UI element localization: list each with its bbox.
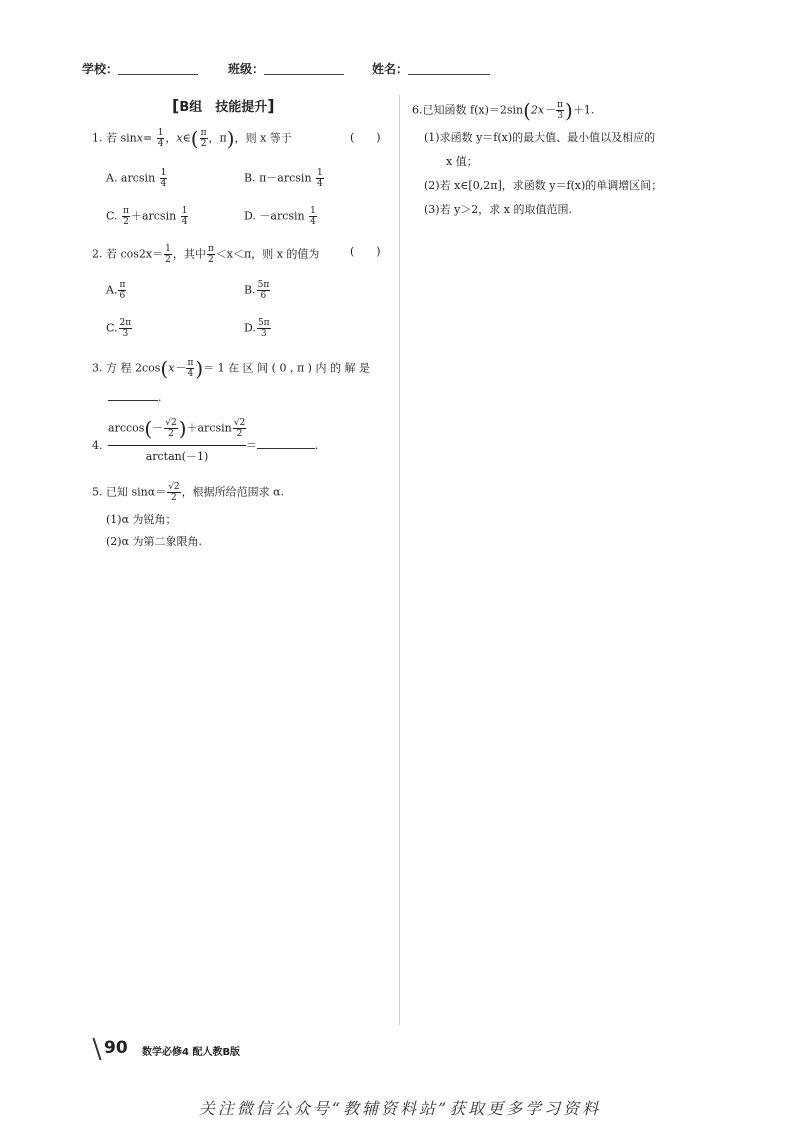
q4-answer-line: ＝ .	[246, 439, 319, 452]
q1-option-a: A. arcsin $\frac{1}{4}$	[106, 168, 167, 189]
column-divider	[399, 95, 400, 1025]
school-label: 学校：	[82, 62, 119, 76]
q2-answer-bracket: ( )	[350, 245, 381, 258]
question-5: 5. 已知 sinα＝ $\frac{√2}{2}$ ，根据所给范围求 α.	[92, 482, 285, 503]
q2-option-b: B. $\frac{5\pi}{6}$	[244, 280, 270, 301]
class-blank	[264, 74, 344, 75]
class-label: 班级：	[228, 62, 265, 76]
page-number: 90	[104, 1038, 128, 1058]
q1-answer-bracket: ( )	[350, 131, 381, 144]
book-title: 数学必修4 配人教B版	[142, 1047, 241, 1058]
q2-option-d: D. $\frac{5\pi}{3}$	[244, 318, 270, 339]
name-label: 姓名：	[372, 62, 409, 76]
q5-sub-1: (1)α 为锐角；	[106, 513, 177, 526]
q2-option-c: C. $\frac{2\pi}{3}$	[106, 318, 132, 339]
question-6: 6.已知函数 f(x)＝2sin(2x－ $\frac{\pi}{3}$ )＋1.	[412, 98, 595, 123]
school-blank	[118, 74, 198, 75]
q6-sub-1b: x 值；	[446, 155, 478, 168]
q4-number: 4.	[92, 439, 103, 452]
handwritten-note: 关注微信公众号“教辅资料站”获取更多学习资料	[198, 1099, 602, 1118]
section-title: [B组 技能提升]	[172, 96, 275, 115]
q4-numerator: arccos(－ $\frac{√2}{2}$ )＋arcsin $\frac{√2}{2}$	[108, 416, 246, 441]
q4-denominator: arctan(－1)	[145, 450, 209, 463]
question-2: 2. 若 cos2x＝ $\frac{1}{2}$ ，其中 $\frac{\pi}{2}$ ＜x＜π，则 x 的值为	[92, 244, 320, 265]
q1-option-c: C. $\frac{\pi}{2}$ ＋arcsin $\frac{1}{4}$	[106, 206, 188, 227]
question-1: 1. 若 sinx= $\frac{1}{4}$ ，x∈( $\frac{\pi}{2}$ ，π)，则 x 等于	[92, 126, 292, 151]
q2-option-a: A. $\frac{\pi}{6}$	[106, 280, 126, 301]
footer-slash	[92, 1038, 101, 1060]
q5-sub-2: (2)α 为第二象限角.	[106, 535, 203, 548]
q6-sub-2: (2)若 x∈[0,2π]，求函数 y＝f(x)的单调增区间；	[424, 179, 663, 192]
q6-sub-1a: (1)求函数 y＝f(x)的最大值、最小值以及相应的	[424, 131, 656, 144]
q1-option-b: B. π－arcsin $\frac{1}{4}$	[244, 168, 323, 189]
q4-fraction-bar	[108, 445, 246, 446]
name-blank	[408, 74, 490, 75]
q3-answer-line: .	[108, 390, 162, 406]
q6-sub-3: (3)若 y＞2，求 x 的取值范围.	[424, 203, 572, 216]
question-3: 3. 方 程 2cos(x－ $\frac{\pi}{4}$ )＝ 1 在 区 间 ( 0 , π ) 内 的 解 是	[92, 356, 370, 381]
q1-option-d: D. －arcsin $\frac{1}{4}$	[244, 206, 316, 227]
